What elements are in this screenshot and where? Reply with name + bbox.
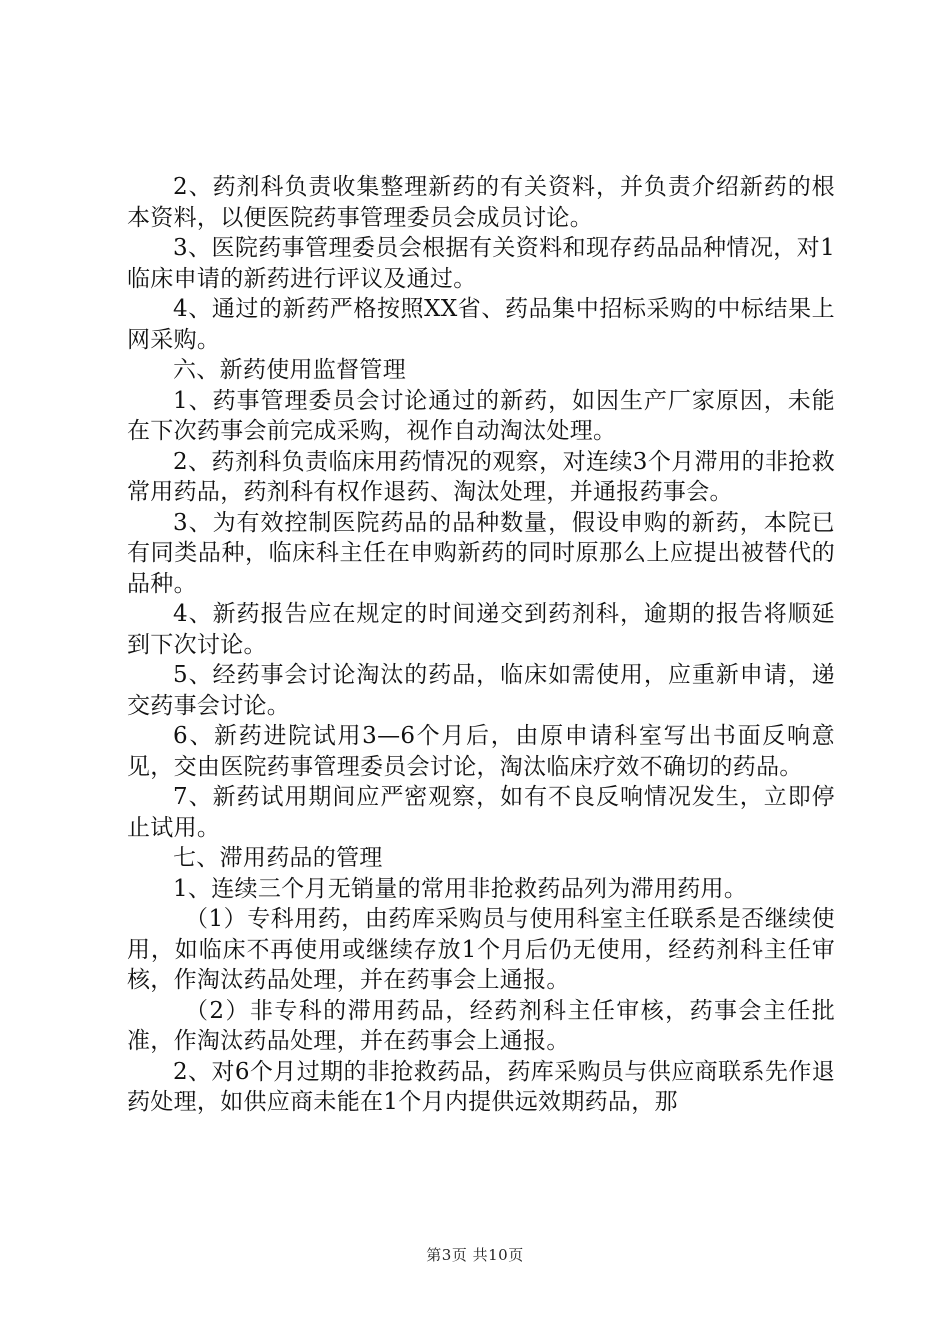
section-heading-6: 六、新药使用监督管理 xyxy=(173,357,406,383)
paragraph-7-1-item-1: （1）专科用药，由药库采购员与使用科室主任联系是否继续使用，如临床不再使用或继续存放1个月后仍无使用，经药剂科主任审核，作淘汰药品处理，并在药事会上通报。 xyxy=(127,906,835,993)
page-number-footer: 第3页 共10页 xyxy=(426,1246,524,1264)
paragraph-6-7: 7、新药试用期间应严密观察，如有不良反响情况发生，立即停止试用。 xyxy=(127,784,835,841)
paragraph-3-committee-review: 3、医院药事管理委员会根据有关资料和现存药品品种情况，对1临床申请的新药进行评议及通过。 xyxy=(127,235,835,292)
paragraph-6-5: 5、经药事会讨论淘汰的药品，临床如需使用，应重新申请，递交药事会讨论。 xyxy=(127,662,835,719)
paragraph-6-6: 6、新药进院试用3—6个月后，由原申请科室写出书面反响意见，交由医院药事管理委员会讨论，淘汰临床疗效不确切的药品。 xyxy=(127,723,835,780)
paragraph-7-1-item-2: （2）非专科的滞用药品，经药剂科主任审核，药事会主任批准，作淘汰药品处理，并在药事会上通报。 xyxy=(127,997,835,1054)
paragraph-6-2: 2、药剂科负责临床用药情况的观察，对连续3个月滞用的非抢救常用药品，药剂科有权作退药、淘汰处理，并通报药事会。 xyxy=(127,448,835,505)
paragraph-6-1: 1、药事管理委员会讨论通过的新药，如因生产厂家原因，未能在下次药事会前完成采购，视作自动淘汰处理。 xyxy=(127,387,835,444)
document-body xyxy=(127,172,835,1118)
paragraph-7-1: 1、连续三个月无销量的常用非抢救药品列为滞用药用。 xyxy=(173,875,748,902)
paragraph-7-2: 2、对6个月过期的非抢救药品，药库采购员与供应商联系先作退药处理，如供应商未能在1个月内提供远效期药品，那 xyxy=(127,1058,835,1115)
paragraph-4-online-purchase: 4、通过的新药严格按照XX省、药品集中招标采购的中标结果上网采购。 xyxy=(127,296,835,353)
paragraph-6-4: 4、新药报告应在规定的时间递交到药剂科，逾期的报告将顺延到下次讨论。 xyxy=(127,601,835,658)
section-heading-7: 七、滞用药品的管理 xyxy=(173,845,383,871)
paragraph-2-collect-materials: 2、药剂科负责收集整理新药的有关资料，并负责介绍新药的根本资料，以便医院药事管理委员会成员讨论。 xyxy=(127,174,835,231)
paragraph-6-3: 3、为有效控制医院药品的品种数量，假设申购的新药，本院已有同类品种，临床科主任在申购新药的同时原那么上应提出被替代的品种。 xyxy=(127,509,835,597)
